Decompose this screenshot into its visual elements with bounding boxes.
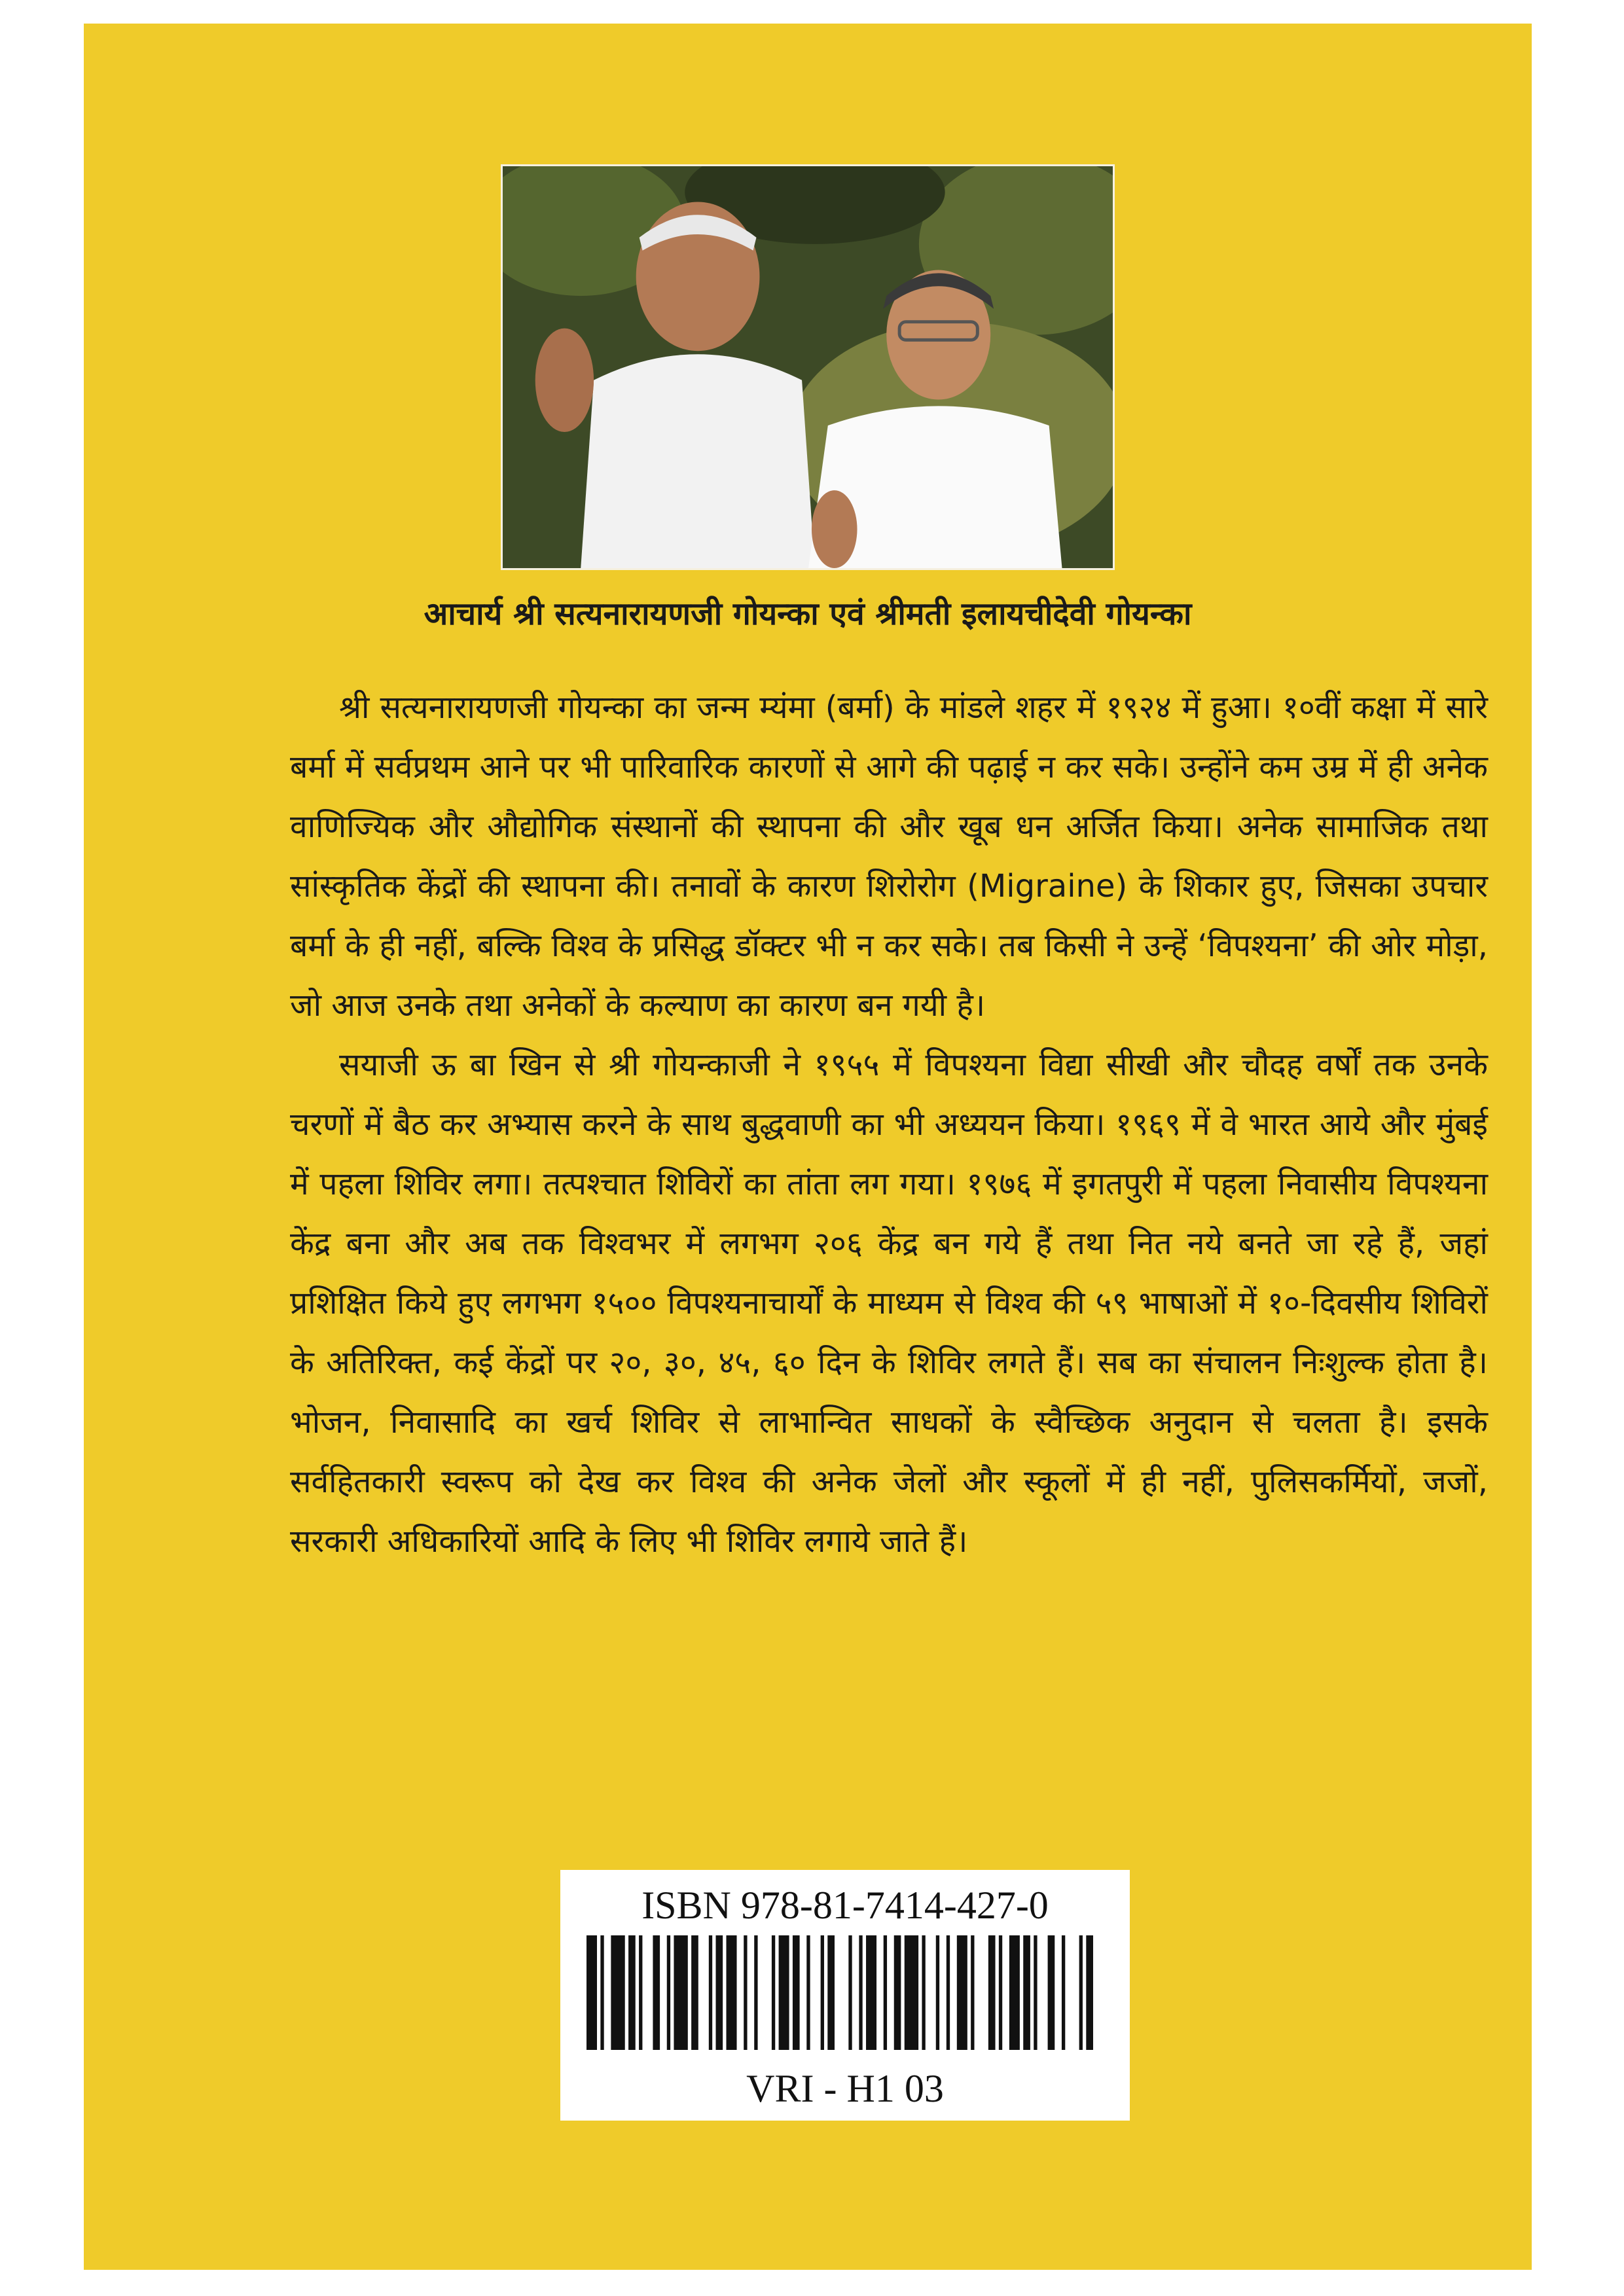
barcode xyxy=(586,1935,1104,2050)
biography-paragraph: सयाजी ऊ बा खिन से श्री गोयन्काजी ने १९५५ में विपश्यना विद्या सीखी और चौदह वर्षों तक उनके चरणों में बैठ कर अभ्यास करने के साथ बुद्धवाणी का भी अध्ययन किया। १९६९ में वे भारत आये और मुंबई में पहला शिविर लगा। तत्पश्चात शिविरों का तांता लग गया। १९७६ में इगतपुरी में पहला निवासीय विपश्यना केंद्र बना और अब तक विश्वभर में लगभग २०६ केंद्र बन गये हैं तथा नित नये बनते जा रहे हैं, जहां प्रशिक्षित किये हुए लगभग १५०० विपश्यनाचार्यों के माध्यम से विश्व की ५९ भाषाओं में १०-दिवसीय शिविरों के अतिरिक्त, कई केंद्रों पर २०, ३०, ४५, ६० दिन के शिविर लगते हैं। सब का संचालन निःशुल्क होता है। भोजन, निवासादि का खर्च शिविर से लाभान्वित साधकों के स्वैच्छिक अनुदान से चलता है। इसके सर्वहितकारी स्वरूप को देख कर विश्व की अनेक जेलों और स्कूलों में ही नहीं, पुलिसकर्मियों, जजों, सरकारी अधिकारियों आदि के लिए भी शिविर लगाये जाते हैं। xyxy=(290,1047,1488,1560)
biography-paragraph: श्री सत्यनारायणजी गोयन्का का जन्म म्यंमा (बर्मा) के मांडले शहर में १९२४ में हुआ। १०वीं कक्षा में सारे बर्मा में सर्वप्रथम आने पर भी पारिवारिक कारणों से आगे की पढ़ाई न कर सके। उन्होंने कम उम्र में ही अनेक वाणिज्यिक और औद्योगिक संस्थानों की स्थापना की और खूब धन अर्जित किया। अनेक सामाजिक तथा सांस्कृतिक केंद्रों की स्थापना की। तनावों के कारण शिरोरोग (Migraine) के शिकार हुए, जिसका उपचार बर्मा के ही नहीं, बल्कि विश्व के प्रसिद्ध डॉक्टर भी न कर सके। तब किसी ने उन्हें ‘विपश्यना’ की ओर मोड़ा, जो आज उनके तथा अनेकों के कल्याण का कारण बन गयी है। xyxy=(290,689,1488,1024)
book-back-cover xyxy=(84,24,1532,2270)
author-photo xyxy=(501,164,1115,570)
author-biography xyxy=(290,678,1488,1571)
isbn-label xyxy=(560,1870,1130,2121)
publisher-code: VRI - H1 03 xyxy=(746,2067,944,2110)
isbn-number: ISBN 978-81-7414-427-0 xyxy=(641,1884,1049,1927)
photo-caption: आचार्य श्री सत्यनारायणजी गोयन्का एवं श्रीमती इलायचीदेवी गोयन्का xyxy=(424,596,1192,632)
